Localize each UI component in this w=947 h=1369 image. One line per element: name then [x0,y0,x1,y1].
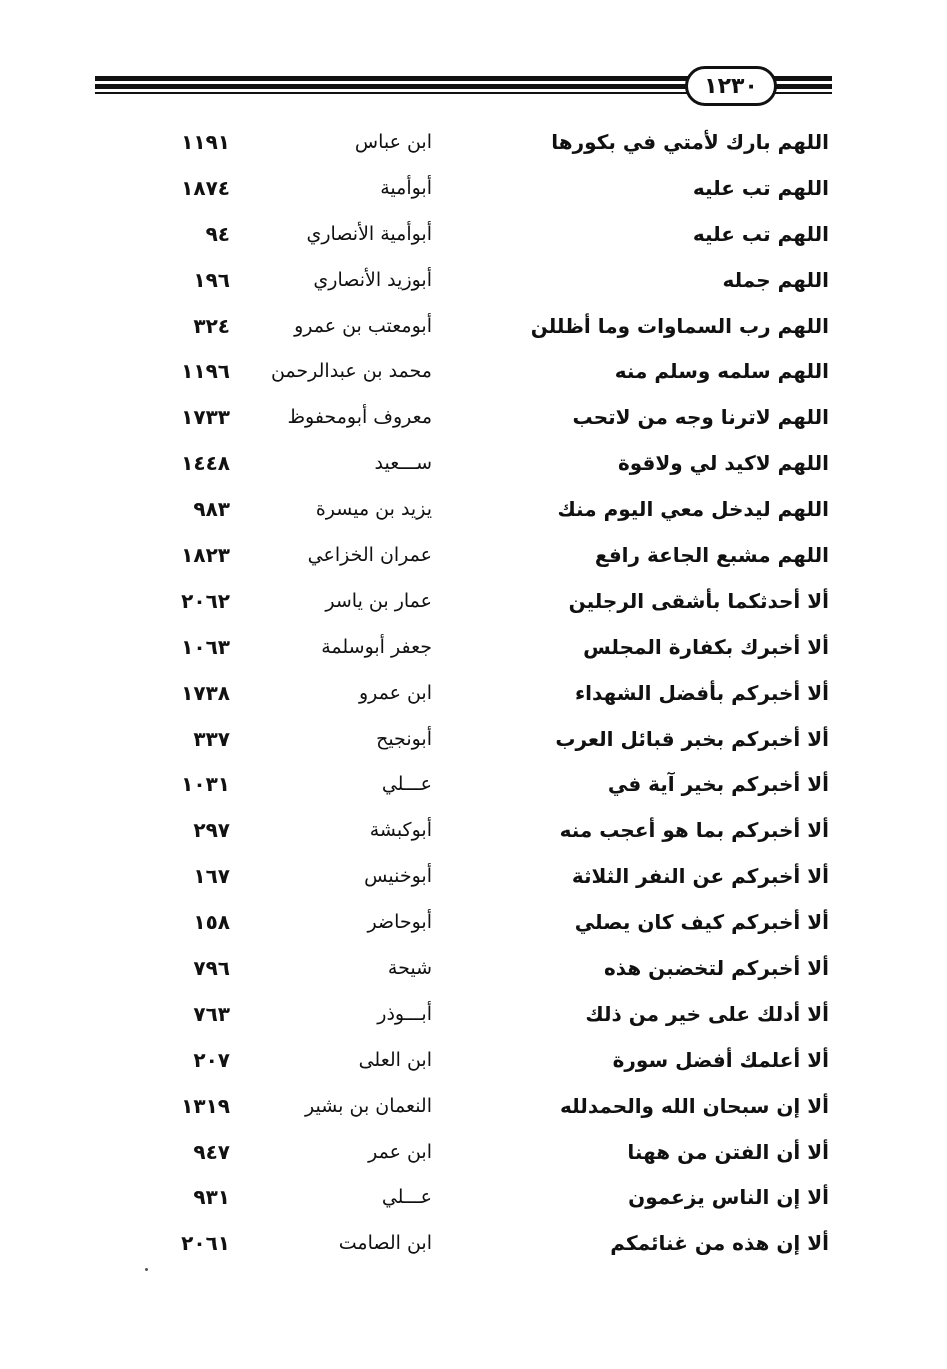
reference-number: ١٧٣٣ [181,405,230,430]
narrator-name: أبونجيح [376,727,432,750]
reference-number: ١٩٦ [193,267,230,292]
table-row [0,258,947,304]
table-row [0,1084,947,1130]
narrator-name: أبوحاضر [367,911,432,934]
reference-number: ٣٢٤ [193,313,230,338]
hadith-opening: ألا أخبركم كيف كان يصلي [574,910,829,935]
table-row [0,625,947,671]
hadith-opening: ألا إن هذه من غنائمكم [610,1231,829,1256]
table-row [0,304,947,350]
table-row [0,533,947,579]
narrator-name: أبومعتب بن عمرو [294,314,432,337]
reference-number: ١٧٣٨ [181,680,230,705]
reference-number: ١٨٧٤ [181,175,230,200]
table-row [0,166,947,212]
hadith-opening: اللهم مشبع الجاعة رافع [594,543,829,568]
narrator-name: محمد بن عبدالرحمن [270,360,432,383]
narrator-name: جعفر أبوسلمة [321,635,432,658]
reference-number: ٩٣١ [193,1185,230,1210]
page-header [95,66,832,110]
narrator-name: أبوكبشة [369,819,432,842]
hadith-opening: اللهم جمله [722,267,829,292]
table-row [0,992,947,1038]
narrator-name: ابن عباس [354,131,432,153]
table-row [0,487,947,533]
reference-number: ٣٣٧ [193,726,230,751]
narrator-name: عـــلي [381,1186,432,1209]
hadith-opening: ألا أخبركم بخبر قبائل العرب [555,726,829,751]
reference-number: ١٠٦٣ [181,634,230,659]
narrator-name: أبـــوذر [377,1002,432,1025]
table-row [0,671,947,717]
hadith-opening: ألا أحدثكما بأشقى الرجلين [568,588,829,613]
narrator-name: عمران الخزاعي [307,544,432,567]
table-row [0,1175,947,1221]
reference-number: ١٥٨ [193,910,230,935]
table-row [0,212,947,258]
reference-number: ١٤٤٨ [181,451,230,476]
hadith-opening: ألا أخبرك بكفارة المجلس [583,634,829,659]
reference-number: ٢٠٧ [193,1047,230,1072]
reference-number: ٢٠٦٢ [181,588,230,613]
narrator-name: ابن الصامت [338,1232,432,1255]
table-row [0,1038,947,1084]
hadith-opening: ألا إن سبحان الله والحمدلله [560,1093,829,1118]
narrator-name: أبوخنيس [364,865,432,888]
narrator-name: عمار بن ياسر [325,589,432,612]
narrator-name: أبوزيد الأنصاري [313,268,432,291]
reference-number: ١١٩١ [181,130,230,154]
hadith-opening: اللهم رب السماوات وما أظللن [530,313,829,338]
hadith-opening: اللهم بارك لأمتي في بكورها [551,130,829,154]
narrator-name: ابن عمرو [358,681,432,704]
reference-number: ٩٤٧ [193,1139,230,1164]
narrator-name: ابن عمر [368,1140,432,1163]
hadith-opening: ألا أخبركم بخير آية في [607,772,829,797]
narrator-name: يزيد بن ميسرة [315,498,432,521]
table-row [0,395,947,441]
reference-number: ٩٨٣ [193,497,230,522]
reference-number: ١٠٣١ [181,772,230,797]
stray-mark [145,1268,148,1271]
hadith-opening: ألا أخبركم بما هو أعجب منه [559,818,829,843]
narrator-name: معروف أبومحفوظ [287,406,432,429]
hadith-opening: اللهم تب عليه [692,175,829,200]
table-row [0,808,947,854]
hadith-opening: اللهم ليدخل معي اليوم منك [557,497,829,522]
hadith-opening: ألا أخبركم عن النفر الثلاثة [571,864,829,889]
table-row [0,762,947,808]
reference-number: ١٨٢٣ [181,543,230,568]
hadith-opening: ألا إن الناس يزعمون [628,1185,829,1210]
table-row [0,717,947,763]
table-row [0,854,947,900]
table-row [0,441,947,487]
reference-number: ٧٩٦ [193,956,230,981]
hadith-opening: ألا أخبركم بأفضل الشهداء [574,680,829,705]
hadith-opening: ألا أن الفتن من ههنا [627,1139,829,1164]
reference-number: ١٦٧ [193,864,230,889]
table-row [0,900,947,946]
table-row [0,579,947,625]
table-row [0,120,947,166]
table-row [0,1221,947,1267]
hadith-opening: ألا أدلك على خير من ذلك [585,1001,829,1026]
page-number: ١٢٣٠ [685,66,777,106]
table-row [0,946,947,992]
index-table [0,120,947,1267]
hadith-opening: ألا أعلمك أفضل سورة [612,1047,829,1072]
hadith-opening: ألا أخبركم لتخضبن هذه [603,956,829,981]
narrator-name: شيحة [387,957,432,980]
narrator-name: أبوأمية الأنصاري [306,222,432,245]
narrator-name: أبوأمية [380,176,432,199]
narrator-name: النعمان بن بشير [305,1094,432,1117]
narrator-name: ســـعيد [374,452,432,475]
hadith-opening: اللهم لاكيد لي ولاقوة [617,451,829,476]
hadith-opening: اللهم سلمه وسلم منه [614,359,829,384]
narrator-name: ابن العلى [358,1048,432,1071]
reference-number: ١٣١٩ [181,1093,230,1118]
reference-number: ٩٤ [205,221,230,246]
hadith-opening: اللهم لاترنا وجه من لاتحب [572,405,829,430]
reference-number: ٢٩٧ [193,818,230,843]
reference-number: ٧٦٣ [193,1001,230,1026]
table-row [0,1130,947,1176]
narrator-name: عـــلي [381,773,432,796]
table-row [0,349,947,395]
hadith-opening: اللهم تب عليه [692,221,829,246]
reference-number: ٢٠٦١ [181,1231,230,1256]
reference-number: ١١٩٦ [181,359,230,384]
